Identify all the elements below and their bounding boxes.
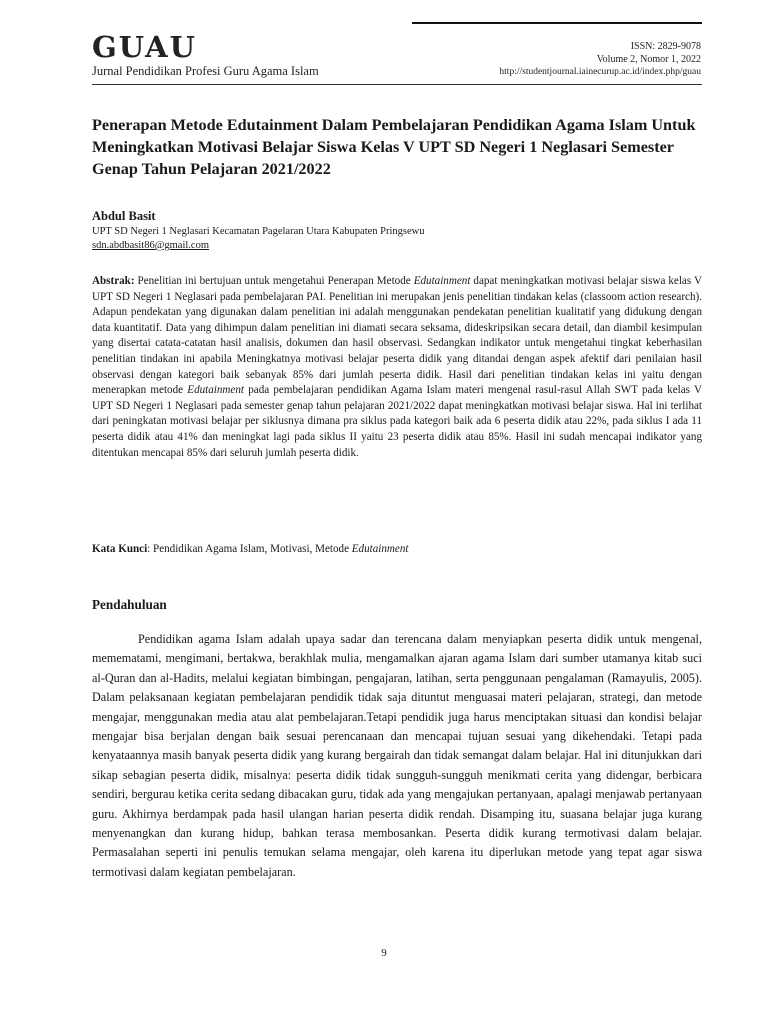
abstract-emphasis-1: Edutainment bbox=[413, 275, 471, 287]
page-number: 9 bbox=[381, 947, 387, 959]
journal-brand bbox=[92, 30, 319, 79]
abstract bbox=[92, 274, 702, 461]
top-rule bbox=[412, 22, 702, 24]
journal-url[interactable]: http://studentjournal.iainecurup.ac.id/index.php/guau bbox=[499, 67, 701, 77]
author-name: Abdul Basit bbox=[92, 209, 156, 223]
author-email-link[interactable]: sdn.abdbasit86@gmail.com bbox=[92, 240, 209, 251]
abstract-emphasis-2: Edutainment bbox=[187, 384, 244, 397]
issn: ISSN: 2829-9078 bbox=[630, 41, 701, 52]
article-title: Penerapan Metode Edutainment Dalam Pembelajaran Pendidikan Agama Islam Untuk Meningkatkan Motivasi Belajar Siswa Kelas V UPT SD Negeri 1 Neglasari Semester Genap Tahun Pelajaran 2021/2022 bbox=[92, 116, 696, 178]
journal-meta bbox=[499, 40, 701, 79]
abstract-text-2: dapat meningkatkan motivasi belajar siswa kelas V UPT SD Negeri 1 Neglasari pada pembelajaran PAI. Penelitian ini merupakan jenis penelitian tindakan kelas (classoom action research). Adapun pendekatan yang digunakan dalam penelitian ini adalah menggunakan pendekatan penelitian kualitatif yang didukung dengan data kuantitatif. Data yang dihimpun dalam penelitian ini diamati secara seksama, dideskripsikan secara detail, dan diambil kesimpulan yang disertai catata-catatan hasil analisis, dokumen dan hasil observasi. Sedangkan indikator untuk mengetahui tingkat keberhasilan penelitian tindakan ini apabila Meningkatnya motivasi belajar peserta didik yang ditandai dengan aspek afektif dari penilaian hasil observasi dengan kategori baik sebanyak 85% dari jumlah peserta didik. Hasil dari penelitian tindakan kelas ini yaitu dengan menerapkan metode bbox=[92, 275, 702, 397]
introduction-paragraph: Pendidikan agama Islam adalah upaya sadar dan terencana dalam menyiapkan peserta didik untuk mengenal, memematami, mengimani, bertakwa, berakhlak mulia, mengamalkan ajaran agama Islam dari sumber utamanya kitab suci al-Quran dan al-Hadits, melalui kegiatan bimbingan, pengajaran, latihan, serta penggunaan pengalaman (Ramayulis, 2005). Dalam pelaksanaan kegiatan pembelajaran pendidik tidak saja dituntut menguasai materi pelajaran, strategi, dan metode mengajar, menggunakan media atau alat pembelajaran.Tetapi pendidik juga harus menciptakan situasi dan kondisi belajar mengajar bisa berjalan dengan baik sesuai perencanaan dan mencapai tujuan sesuai yang dikehendaki. Tetapi pada kenyataannya masih banyak peserta didik yang kurang bergairah dan tidak semangat dalam belajar. Hal ini ditunjukkan dari sikap sebagian peserta didik, misalnya: peserta didik tidak sungguh-sungguh menikmati cerita yang didengar, berbicara sendiri, bergurau ketika cerita sedang dibacakan guru, tidak ada yang mengajukan pertanyaan, apalagi menjawab pertanyaan guru. Akhirnya berdampak pada hasil ulangan harian peserta didik rendah. Disamping itu, suasana belajar juga kurang menyenangkan dan kurang hidup, bahkan terasa membosankan. Peserta didik kurang termotivasi dalam belajar. Permasalahan seperti ini penulis temukan selama mengajar, oleh karena itu diperlukan metode yang tepat agar siswa termotivasi dalam kegiatan pembelajaran. bbox=[92, 632, 702, 879]
keywords-text: : Pendidikan Agama Islam, Motivasi, Metode bbox=[147, 543, 352, 555]
keywords-label: Kata Kunci bbox=[92, 543, 148, 555]
volume-info: Volume 2, Nomor 1, 2022 bbox=[596, 54, 701, 65]
abstract-text-3: pada pembelajaran pendidikan Agama Islam materi mengenal rasul-rasul Allah SWT pada kelas V UPT SD Negeri 1 Neglasari pada semester genap tahun pelajaran 2021/2022 dapat meningkatkan motivasi belajar siswa. Hal ini terlihat dari peningkatan motivasi belajar per siklusnya dimana pra siklus pada kategori baik ada 6 peserta didik atau 22%, pada siklus I ada 11 peserta didik atau 41% dan meningkat lagi pada siklus II yaitu 23 peserta didik atau 85%. Hasil ini sudah mencapai indikator yang ditentukan mencapai 85% dari seluruh jumlah peserta didik. bbox=[92, 384, 702, 459]
author-affiliation: UPT SD Negeri 1 Neglasari Kecamatan Pagelaran Utara Kabupaten Pringsewu bbox=[92, 226, 425, 237]
keywords bbox=[92, 543, 702, 555]
header-rule bbox=[92, 84, 702, 85]
journal-logo: GUAU bbox=[92, 30, 197, 64]
journal-name: Jurnal Pendidikan Profesi Guru Agama Islam bbox=[92, 64, 319, 78]
keywords-emphasis: Edutainment bbox=[351, 543, 409, 555]
abstract-text-1: Penelitian ini bertujuan untuk mengetahui Penerapan Metode bbox=[134, 275, 414, 287]
abstract-label: Abstrak: bbox=[92, 275, 135, 287]
section-heading-introduction: Pendahuluan bbox=[92, 597, 167, 612]
